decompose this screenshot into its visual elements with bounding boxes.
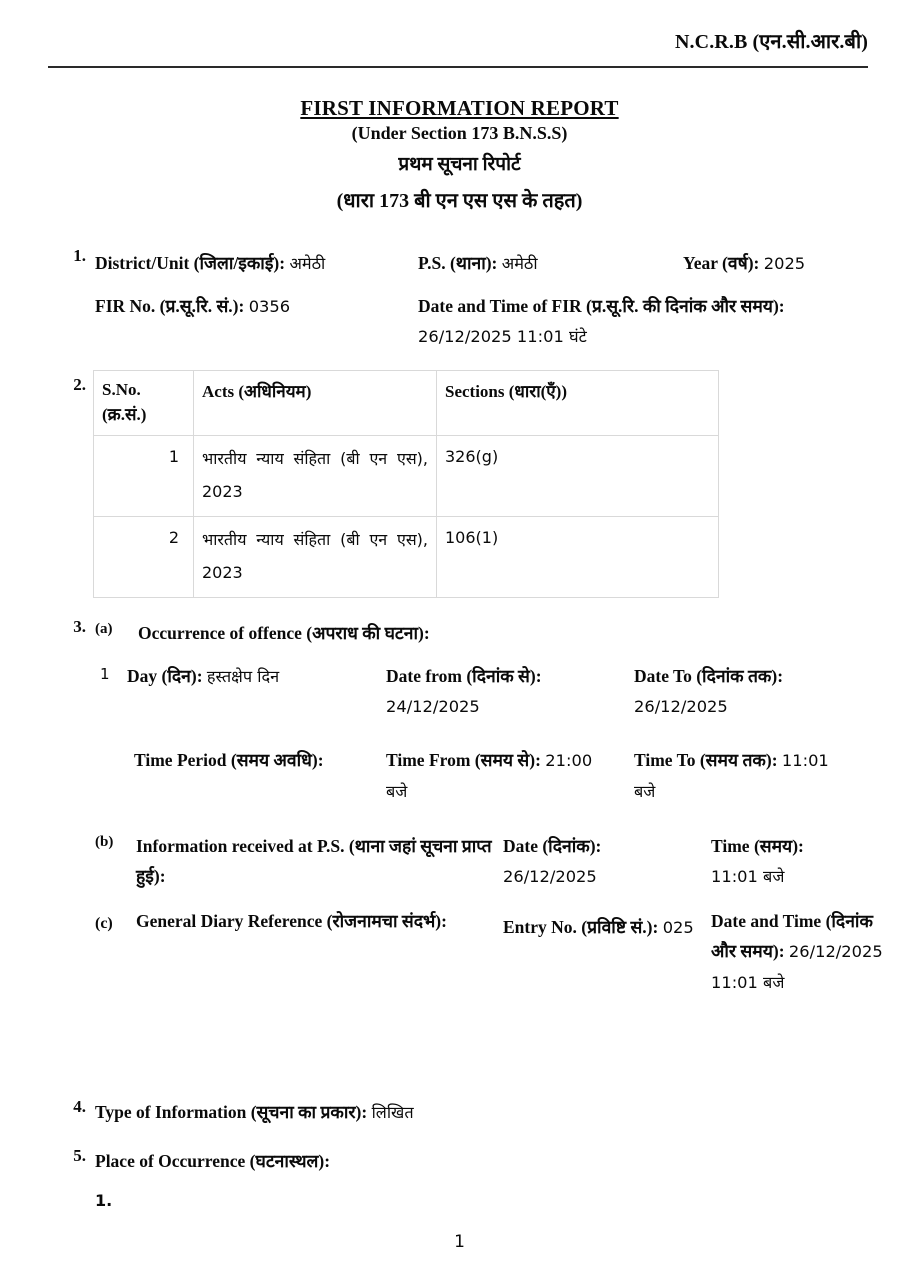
column-header-acts: Acts (अधिनियम)	[194, 371, 437, 436]
place-of-occurrence-item-1: 1.	[95, 1191, 113, 1210]
information-received-field	[136, 831, 496, 891]
time-to-field	[634, 745, 849, 807]
entry-number-value: 025	[662, 918, 694, 937]
section-3c-marker: (c)	[95, 915, 113, 932]
fir-number-field	[95, 291, 290, 322]
date-from-value: 24/12/2025	[386, 697, 480, 716]
information-received-date-value: 26/12/2025	[503, 867, 597, 886]
place-of-occurrence-field	[95, 1146, 330, 1176]
page-title: FIRST INFORMATION REPORT	[300, 96, 619, 120]
information-received-date-field	[503, 831, 693, 892]
diary-datetime-value: 26/12/2025 11:01 बजे	[711, 942, 883, 992]
police-station-label: P.S. (थाना):	[418, 253, 498, 273]
type-of-information-field	[95, 1097, 414, 1128]
section-4-number: 4.	[73, 1097, 86, 1116]
page-subtitle: (Under Section 173 B.N.S.S)	[351, 123, 568, 143]
page-subtitle-hindi: (धारा 173 बी एन एस एस के तहत)	[336, 190, 583, 212]
general-diary-reference-label: General Diary Reference (रोजनामचा संदर्भ):	[136, 911, 447, 931]
time-to-label: Time To (समय तक):	[634, 750, 778, 770]
time-from-value: 21:00 बजे	[386, 751, 593, 801]
document-title-block	[0, 96, 919, 216]
section-3a-marker: (a)	[95, 621, 113, 637]
year-label: Year (वर्ष):	[683, 253, 760, 273]
district-unit-value: अमेठी	[289, 254, 326, 273]
type-of-information-label: Type of Information (सूचना का प्रकार):	[95, 1102, 368, 1122]
fir-datetime-value: 26/12/2025 11:01 घंटे	[418, 327, 587, 346]
year-field	[683, 248, 805, 279]
fir-number-value: 0356	[248, 297, 291, 316]
day-label: Day (दिन):	[127, 666, 203, 686]
header-divider	[48, 66, 868, 68]
section-2-number: 2.	[73, 375, 86, 394]
diary-datetime-label: Date and Time (दिनांक और समय):	[711, 911, 873, 961]
table-row	[94, 436, 719, 517]
section-3b-marker: (b)	[95, 834, 114, 850]
date-from-field	[386, 661, 616, 722]
column-header-sno	[94, 371, 194, 436]
table-cell-section: 326(g)	[437, 436, 719, 517]
column-header-sno-line1: S.No.	[102, 380, 141, 399]
section-5-number: 5.	[73, 1146, 86, 1165]
table-cell-section: 106(1)	[437, 517, 719, 598]
police-station-value: अमेठी	[501, 254, 538, 273]
occurrence-of-offence-title	[138, 618, 430, 648]
date-to-field	[634, 661, 849, 722]
time-period-label: Time Period (समय अवधि):	[134, 750, 324, 770]
date-to-label: Date To (दिनांक तक):	[634, 666, 784, 686]
general-diary-reference-field	[136, 906, 486, 936]
acts-sections-table	[93, 370, 719, 598]
table-cell-sno: 1	[94, 436, 194, 517]
section-3-number: 3.	[73, 617, 86, 636]
information-received-time-field	[711, 831, 881, 892]
date-to-value: 26/12/2025	[634, 697, 728, 716]
day-field	[127, 661, 279, 692]
year-value: 2025	[763, 254, 806, 273]
fir-number-label: FIR No. (प्र.सू.रि. सं.):	[95, 296, 245, 316]
fir-datetime-label: Date and Time of FIR (प्र.सू.रि. की दिनांक और समय):	[418, 296, 785, 316]
time-from-label: Time From (समय से):	[386, 750, 541, 770]
time-to-value: 11:01 बजे	[634, 751, 829, 801]
column-header-sno-line2: (क्र.सं.)	[102, 405, 147, 424]
section-1-number: 1.	[73, 246, 86, 265]
information-received-time-value: 11:01 बजे	[711, 867, 785, 886]
information-received-time-label: Time (समय):	[711, 836, 804, 856]
type-of-information-value: लिखित	[371, 1103, 414, 1122]
fir-datetime-field	[418, 291, 838, 352]
column-header-sections: Sections (धारा(एँ))	[437, 371, 719, 436]
table-cell-sno: 2	[94, 517, 194, 598]
page-title-hindi: प्रथम सूचना रिपोर्ट	[398, 154, 521, 175]
date-from-label: Date from (दिनांक से):	[386, 666, 542, 686]
page-number: 1	[454, 1232, 465, 1252]
time-period-field	[134, 745, 374, 776]
occurrence-of-offence-label: Occurrence of offence (अपराध की घटना):	[138, 623, 430, 643]
table-row	[94, 517, 719, 598]
police-station-field	[418, 248, 538, 279]
time-from-field	[386, 745, 616, 807]
table-cell-act: भारतीय न्याय संहिता (बी एन एस), 2023	[194, 517, 437, 598]
information-received-date-label: Date (दिनांक):	[503, 836, 602, 856]
diary-datetime-field	[711, 906, 891, 998]
table-cell-act: भारतीय न्याय संहिता (बी एन एस), 2023	[194, 436, 437, 517]
entry-number-label: Entry No. (प्रविष्टि सं.):	[503, 917, 659, 937]
ncrb-header-text: N.C.R.B (एन.सी.आर.बी)	[675, 31, 868, 53]
place-of-occurrence-label: Place of Occurrence (घटनास्थल):	[95, 1151, 331, 1171]
district-unit-label: District/Unit (जिला/इकाई):	[95, 253, 286, 273]
table-header-row	[94, 371, 719, 436]
entry-number-field	[503, 912, 698, 943]
day-value: हस्तक्षेप दिन	[206, 667, 280, 686]
information-received-label: Information received at P.S. (थाना जहां सूचना प्राप्त हुई):	[136, 836, 492, 886]
occurrence-row-number: 1	[100, 665, 110, 683]
